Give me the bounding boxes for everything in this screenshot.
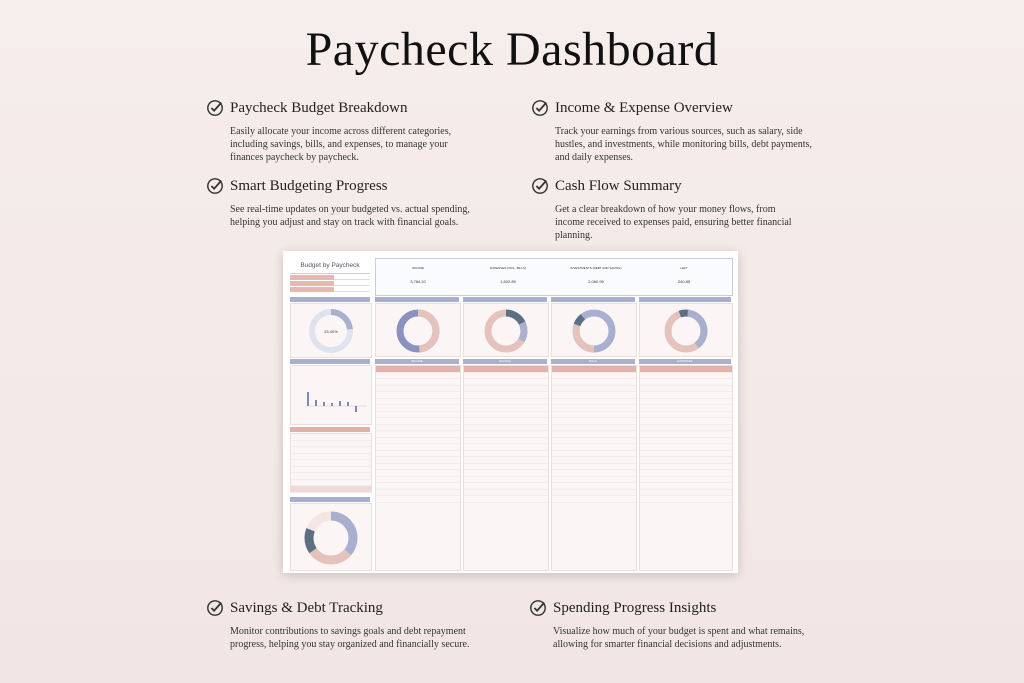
feature-desc: Monitor contributions to savings goals and debt repayment progress, helping you stay organized and financially secure. — [230, 626, 470, 650]
income-donut — [376, 304, 460, 356]
left-ring-chart — [291, 304, 371, 357]
feature-title: Income & Expense Overview — [555, 99, 733, 116]
bills-table — [551, 365, 637, 571]
bills-chart-header — [551, 297, 635, 302]
cashflow-bar-panel — [290, 365, 372, 425]
checkmark-icon — [531, 99, 549, 117]
checkmark-icon — [531, 177, 549, 195]
feature-cash-flow — [531, 177, 831, 242]
bills-donut-panel — [551, 303, 637, 357]
cashflow-summary-header — [290, 427, 370, 432]
summary-bar — [375, 258, 733, 296]
summary-label: INCOME — [412, 266, 424, 270]
savings-top-donut — [464, 304, 548, 356]
info-rows — [290, 275, 370, 294]
feature-savings-debt — [206, 599, 506, 651]
expenses-table — [639, 365, 733, 571]
savings-donut-chart — [291, 504, 371, 570]
summary-label: EXPENSES (INCL. BILLS) — [490, 266, 526, 270]
checkmark-icon — [206, 99, 224, 117]
feature-title: Savings & Debt Tracking — [230, 599, 383, 616]
income-donut-panel — [375, 303, 461, 357]
summary-value: 2,060.99 — [588, 279, 604, 284]
sheet-title: Budget by Paycheck — [290, 258, 370, 274]
savings-table — [463, 365, 549, 571]
bills-donut — [552, 304, 636, 356]
checkmark-icon — [206, 599, 224, 617]
feature-smart-budgeting — [206, 177, 506, 229]
savings-top-donut-panel — [463, 303, 549, 357]
left-to-spend-header — [290, 297, 370, 302]
income-table — [375, 365, 461, 571]
feature-income-expense — [531, 99, 831, 164]
summary-value: 3,784.10 — [410, 279, 426, 284]
summary-label: INVESTMENTS (DEBT AND SAVING) — [570, 266, 622, 270]
income-chart-header — [375, 297, 459, 302]
cashflow-bar-chart — [291, 366, 371, 424]
savings-donut-panel — [290, 503, 372, 571]
cashflow-summary-table — [290, 433, 372, 493]
expenses-donut — [640, 304, 732, 356]
bills-table-header: BILLS — [551, 359, 635, 364]
summary-value: 1,602.89 — [500, 279, 516, 284]
feature-title: Spending Progress Insights — [553, 599, 717, 616]
feature-desc: Track your earnings from various sources, such as salary, side hustles, and investments, while monitoring bills, debt payments, and daily expenses. — [555, 126, 812, 163]
summary-label: LEFT — [680, 266, 688, 270]
checkmark-icon — [529, 599, 547, 617]
savings-table-header: SAVINGS — [463, 359, 547, 364]
checkmark-icon — [206, 177, 224, 195]
savings-chart-header — [463, 297, 547, 302]
feature-desc: See real-time updates on your budgeted vs. actual spending, helping you adjust and stay on track with financial goals. — [230, 204, 470, 228]
savings-donut-header — [290, 497, 370, 502]
expenses-table-header: EXPENSES — [639, 359, 731, 364]
income-table-header: INCOME — [375, 359, 459, 364]
feature-desc: Get a clear breakdown of how your money flows, from income received to expenses paid, ensuring better financial planning. — [555, 204, 792, 241]
dashboard-preview — [283, 251, 738, 573]
expenses-donut-panel — [639, 303, 733, 357]
left-ring-value: 23.40% — [324, 329, 338, 334]
summary-value: 240.85 — [677, 279, 691, 284]
expenses-chart-header — [639, 297, 731, 302]
feature-desc: Visualize how much of your budget is spent and what remains, allowing for smarter financial decisions and adjustments. — [553, 626, 805, 650]
feature-spending-progress — [529, 599, 829, 651]
page-title: Paycheck Dashboard — [305, 23, 719, 76]
feature-desc: Easily allocate your income across different categories, including savings, bills, and expenses, to manage your finances paycheck by paycheck. — [230, 126, 452, 163]
feature-title: Paycheck Budget Breakdown — [230, 99, 408, 116]
left-ring-panel — [290, 303, 372, 358]
feature-title: Cash Flow Summary — [555, 177, 682, 194]
cashflow-header — [290, 359, 370, 364]
feature-paycheck-budget — [206, 99, 506, 164]
feature-title: Smart Budgeting Progress — [230, 177, 388, 194]
